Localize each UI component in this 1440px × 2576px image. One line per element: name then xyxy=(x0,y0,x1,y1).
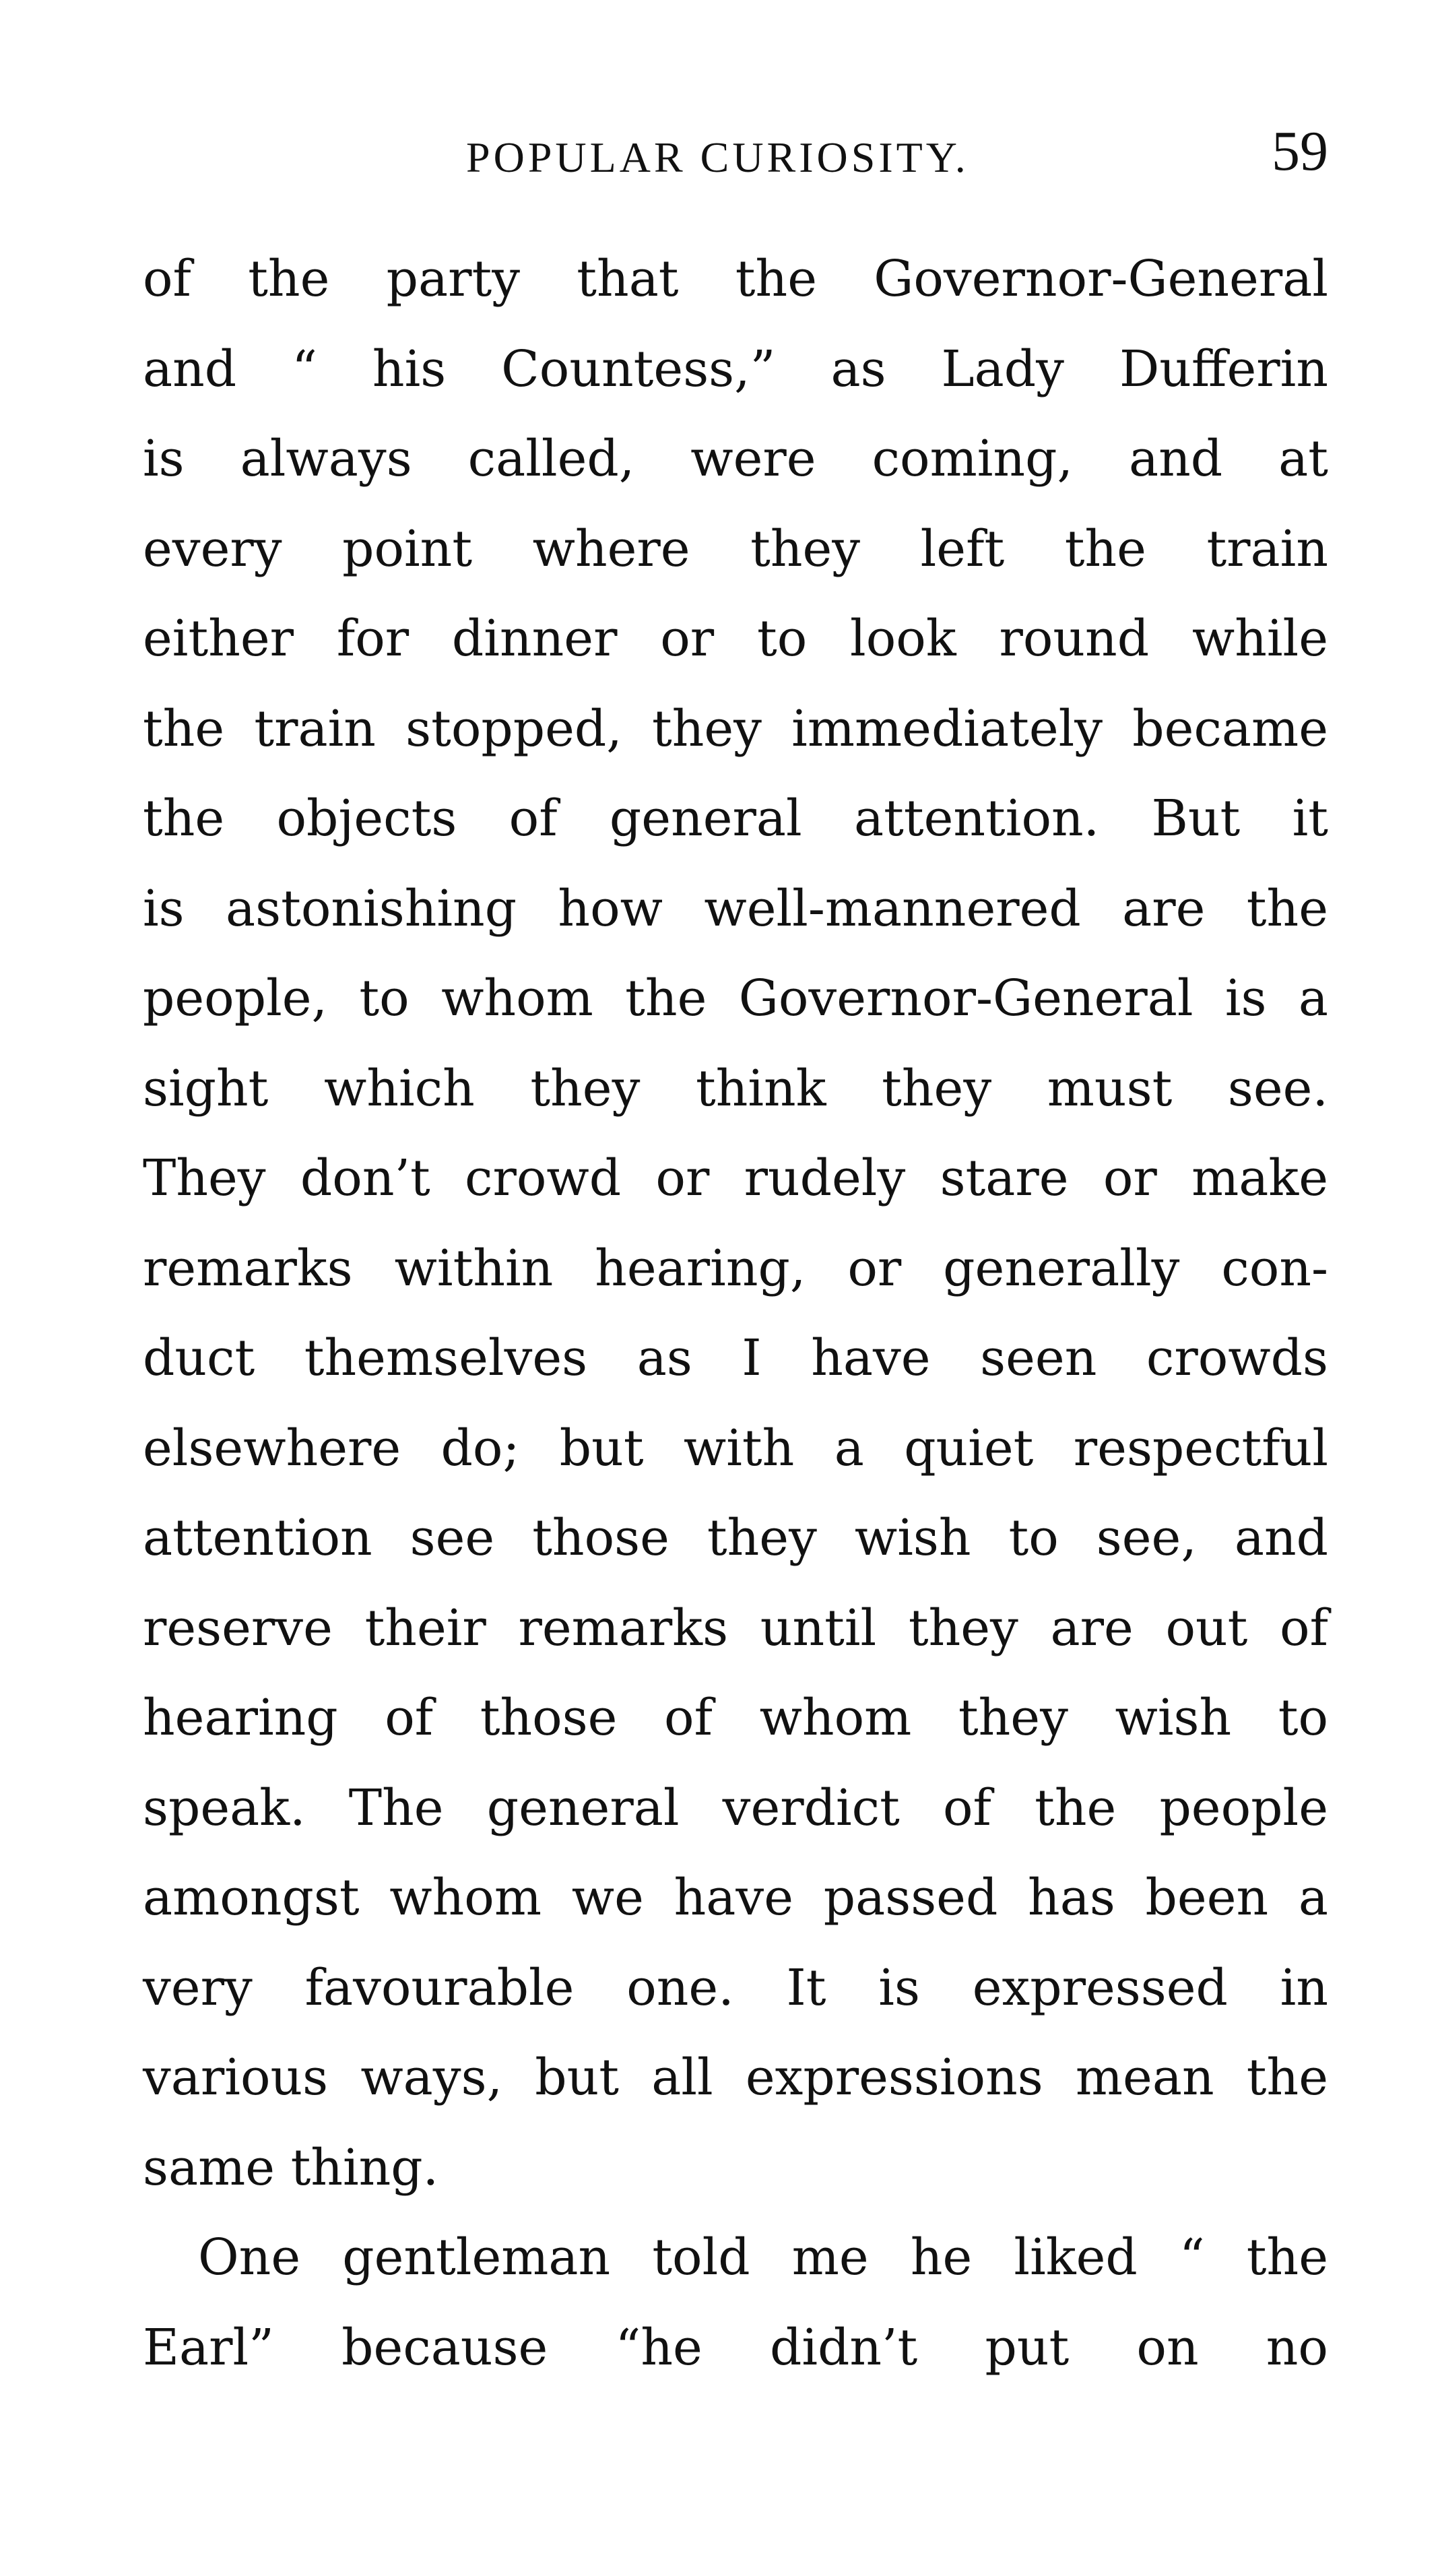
text-line: is astonishing how well-mannered are the xyxy=(143,879,1328,938)
running-title: POPULAR CURIOSITY. xyxy=(466,133,969,181)
text-line: elsewhere do; but with a quiet respectful xyxy=(143,1419,1328,1477)
text-line: amongst whom we have passed has been a xyxy=(143,1869,1328,1927)
text-line: the train stopped, they immediately became xyxy=(143,699,1328,758)
text-line: very favourable one. It is expressed in xyxy=(143,1958,1328,2017)
text-line: One gentleman told me he liked “ the xyxy=(198,2228,1328,2286)
text-line: of the party that the Governor-General xyxy=(143,250,1328,308)
text-line: either for dinner or to look round while xyxy=(143,610,1328,668)
body-text xyxy=(143,234,1328,2393)
running-head xyxy=(143,121,1328,195)
text-line: is always called, were coming, and at xyxy=(143,430,1328,488)
text-line: same thing. xyxy=(143,2138,439,2197)
text-line: people, to whom the Governor-General is a xyxy=(143,969,1328,1027)
text-line: various ways, but all expressions mean the xyxy=(143,2049,1328,2106)
page-number: 59 xyxy=(1272,120,1328,183)
text-line: speak. The general verdict of the people xyxy=(143,1778,1328,1837)
text-line: attention see those they wish to see, and xyxy=(143,1509,1328,1567)
text-line: reserve their remarks until they are out of xyxy=(143,1599,1328,1657)
text-line: duct themselves as I have seen crowds xyxy=(143,1329,1328,1387)
text-line: They don’t crowd or rudely stare or make xyxy=(143,1149,1328,1207)
text-line: every point where they left the train xyxy=(143,519,1328,578)
text-line: Earl” because “he didn’t put on no xyxy=(143,2318,1328,2377)
text-line: sight which they think they must see. xyxy=(143,1059,1328,1118)
text-line: remarks within hearing, or generally con- xyxy=(143,1239,1328,1297)
text-line: hearing of those of whom they wish to xyxy=(143,1689,1328,1747)
text-line: the objects of general attention. But it xyxy=(143,790,1328,847)
text-line: and “ his Countess,” as Lady Dufferin xyxy=(143,340,1328,398)
